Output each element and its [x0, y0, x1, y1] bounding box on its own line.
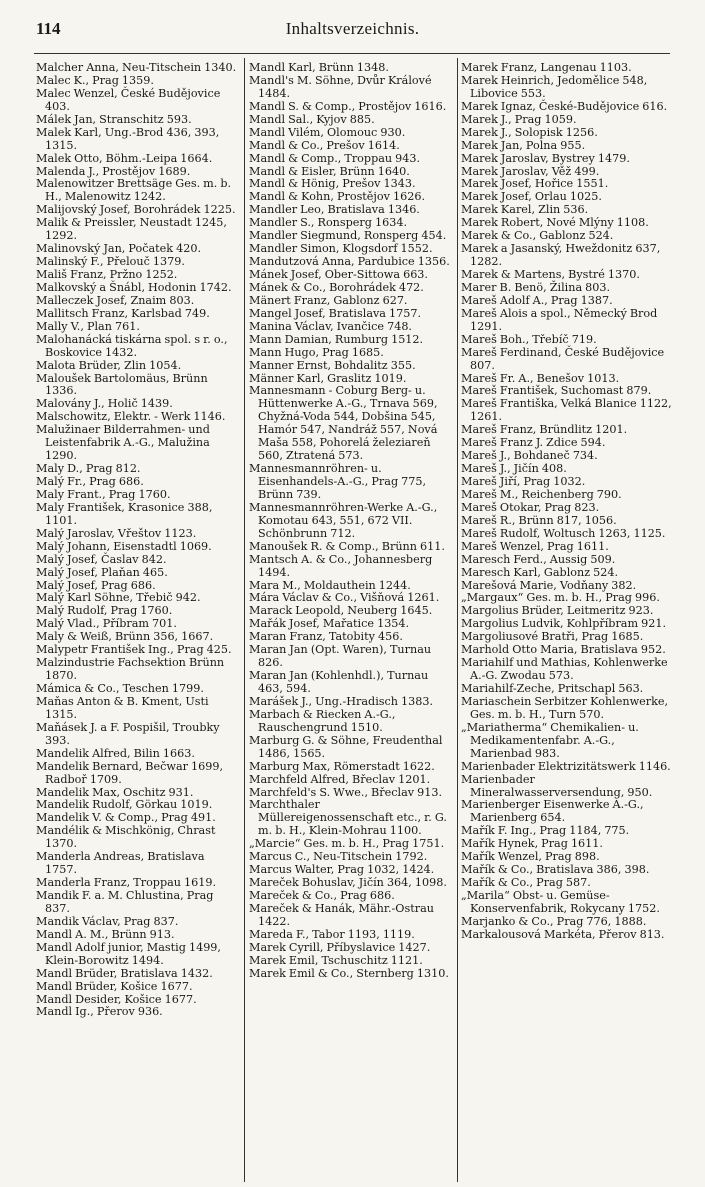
index-entry: Mareček Bohuslav, Jičín 364, 1098.: [249, 876, 447, 890]
index-entry: Mandl & Co., Prešov 1614.: [249, 138, 400, 152]
index-entry: Mandl & Eisler, Brünn 1640.: [249, 164, 410, 178]
index-entry: Mänert Franz, Gablonz 627.: [249, 293, 408, 307]
index-entry: Marack Leopold, Neuberg 1645.: [249, 604, 433, 618]
index-entry: Malohanácká tiskárna spol. s r. o., Boskovice 1432.: [36, 332, 228, 359]
index-entry: Malypetr František Ing., Prag 425.: [36, 643, 232, 657]
index-entry: Marášek J., Ung.-Hradisch 1383.: [249, 694, 434, 708]
index-entry: Mandelik Rudolf, Görkau 1019.: [36, 798, 213, 812]
index-entry: Malovány J., Holič 1439.: [36, 397, 173, 411]
index-entry: „Mariatherma“ Chemikalien- u. Medikamentenfabr. A.-G., Marienbad 983.: [461, 720, 639, 760]
index-entry: Mareš Otokar, Prag 823.: [461, 500, 600, 514]
index-column-3: [461, 62, 673, 1180]
index-entry: Malleczek Josef, Znaim 803.: [36, 293, 195, 307]
index-entry: Mařík Wenzel, Prag 898.: [461, 850, 600, 864]
index-entry: Mareda F., Tabor 1193, 1119.: [249, 927, 415, 941]
index-entry: Maly D., Prag 812.: [36, 462, 141, 476]
index-entry: Manderla Franz, Troppau 1619.: [36, 876, 217, 890]
index-entry: Malenda J., Prostějov 1689.: [36, 164, 191, 178]
index-entry: Maly & Weiß, Brünn 356, 1667.: [36, 630, 214, 644]
page-header: [0, 0, 705, 52]
index-entry: Mandl Sal., Kyjov 885.: [249, 112, 375, 126]
index-entry: Marhold Otto Maria, Bratislava 952.: [461, 643, 666, 657]
index-entry: Mannesmann - Coburg Berg- u. Hüttenwerke A.-G., Trnava 569, Chyžná-Voda 544, Dobšina 545, Hamór 547, Nandráž 557, Nová Maša 558, Pohorelá železiareň 560, Ztratená 573.: [249, 384, 438, 463]
index-entry: Marek a Jasanský, Hweždonitz 637, 1282.: [461, 242, 661, 269]
index-entry: Malý Vlad., Příbram 701.: [36, 617, 177, 631]
index-entry: Marek Robert, Nové Mlýny 1108.: [461, 216, 649, 230]
index-entry: „Margaux“ Ges. m. b. H., Prag 996.: [461, 591, 660, 605]
page-number: 114: [36, 19, 61, 38]
index-entry: Mannesmannröhren- u. Eisenhandels-A.-G., Prag 775, Brünn 739.: [249, 462, 427, 501]
index-entry: Marienbader Mineralwasserversendung, 950.: [461, 772, 653, 799]
index-entry: Manoušek R. & Comp., Brünn 611.: [249, 539, 445, 553]
index-entry: Marek J., Prag 1059.: [461, 112, 577, 126]
index-entry: Mandler Siegmund, Ronsperg 454.: [249, 229, 447, 243]
index-entry: Mandl S. & Comp., Prostějov 1616.: [249, 99, 447, 113]
index-entry: Malec Wenzel, České Budějovice 403.: [36, 86, 221, 113]
index-entry: Marchthaler Müllereigenossenschaft etc., r. G. m. b. H., Klein-Mohrau 1100.: [249, 798, 447, 838]
index-entry: Mandélik & Mischkönig, Chrast 1370.: [36, 824, 216, 851]
index-entry: Mandl Ig., Přerov 936.: [36, 1005, 163, 1019]
index-entry: Marcus Walter, Prag 1032, 1424.: [249, 863, 435, 877]
index-entry: Mandelik Alfred, Bilin 1663.: [36, 746, 195, 760]
index-entry: Mareš Boh., Třebíč 719.: [461, 332, 597, 346]
index-entry: Maresch Ferd., Aussig 509.: [461, 552, 616, 566]
index-entry: Marek & Co., Gablonz 524.: [461, 229, 614, 243]
index-entry: Maly Frant., Prag 1760.: [36, 487, 171, 501]
index-entry: Mařík F. Ing., Prag 1184, 775.: [461, 824, 630, 838]
index-entry: Marek Jan, Polna 955.: [461, 138, 586, 152]
index-entry: Mareš R., Brünn 817, 1056.: [461, 513, 617, 527]
index-entry: Marek Jaroslav, Bystrey 1479.: [461, 151, 630, 165]
index-entry: Marer B. Benö, Žilina 803.: [461, 280, 611, 294]
index-entry: Mann Damian, Rumburg 1512.: [249, 332, 424, 346]
index-entry: Mandelik Max, Oschitz 931.: [36, 785, 194, 799]
index-entry: Mareš M., Reichenberg 790.: [461, 487, 622, 501]
index-entry: Manner Ernst, Bohdalitz 355.: [249, 358, 416, 372]
index-entry: Malý Josef, Plaňan 465.: [36, 565, 168, 579]
index-entry: Mareš Františka, Velká Blanice 1122, 1261.: [461, 397, 672, 424]
index-entry: Mandik F. a. M. Chlustina, Prag 837.: [36, 889, 214, 915]
index-entry: Malý Jaroslav, Vřeštov 1123.: [36, 526, 197, 540]
index-entry: Mally V., Plan 761.: [36, 319, 140, 333]
index-entry: Maresch Karl, Gablonz 524.: [461, 565, 619, 579]
index-entry: Marek Ignaz, České-Budějovice 616.: [461, 99, 668, 113]
index-entry: Malinský F., Přelouč 1379.: [36, 255, 185, 269]
index-entry: Malý Josef, Prag 686.: [36, 578, 156, 592]
index-entry: Mandl Brüder, Bratislava 1432.: [36, 966, 213, 980]
index-entry: Margolius Brüder, Leitmeritz 923.: [461, 604, 654, 618]
index-entry: Mandl Brüder, Košice 1677.: [36, 979, 193, 993]
index-entry: Marek Heinrich, Jedomělice 548, Libovice 553.: [461, 73, 648, 100]
index-entry: Malý Johann, Eisenstadtl 1069.: [36, 539, 212, 553]
index-entry: Mandl A. M., Brünn 913.: [36, 927, 175, 941]
index-entry: Maran Franz, Tatobity 456.: [249, 630, 403, 644]
index-entry: Maloušek Bartolomäus, Brünn 1336.: [36, 371, 208, 398]
index-entry: Málek Jan, Stranschitz 593.: [36, 112, 192, 126]
index-entry: Mámica & Co., Teschen 1799.: [36, 682, 204, 695]
index-entry: Malik & Preissler, Neustadt 1245, 1292.: [36, 216, 227, 243]
index-entry: Mandl's M. Söhne, Dvůr Králové 1484.: [249, 73, 432, 100]
index-entry: Maňásek J. a F. Pospišil, Troubky 393.: [36, 720, 220, 747]
index-entry: Malijovský Josef, Borohrádek 1225.: [36, 203, 236, 217]
index-entry: Mařík Hynek, Prag 1611.: [461, 837, 603, 851]
index-entry: Mara M., Moldauthein 1244.: [249, 578, 411, 592]
index-entry: Mann Hugo, Prag 1685.: [249, 345, 384, 359]
page-title: Inhaltsverzeichnis.: [285, 19, 420, 38]
index-entry: Malek Karl, Ung.-Brod 436, 393, 1315.: [36, 125, 220, 152]
index-entry: Marburg G. & Söhne, Freudenthal 1486, 1565.: [249, 733, 443, 760]
index-entry: Männer Karl, Graslitz 1019.: [249, 371, 407, 385]
index-entry: Marek Josef, Orlau 1025.: [461, 190, 602, 204]
index-entry: Margoliusové Bratři, Prag 1685.: [461, 630, 644, 644]
index-entry: Mareš Franz, Bründlitz 1201.: [461, 423, 628, 437]
index-entry: Marek & Martens, Bystré 1370.: [461, 268, 640, 281]
index-entry: Marek Jaroslav, Věž 499.: [461, 164, 600, 178]
index-entry: Mareš J., Bohdaneč 734.: [461, 449, 598, 463]
index-entry: Malý Josef, Časlav 842.: [36, 552, 167, 566]
index-entry: Margolius Ludvik, Kohlpříbram 921.: [461, 617, 667, 631]
index-entry: Mannesmannröhren-Werke A.-G., Komotau 643, 551, 672 VII. Schönbrunn 712.: [249, 500, 438, 540]
index-entry: Mařík & Co., Prag 587.: [461, 876, 591, 890]
index-entry: Mariaschein Serbitzer Kohlenwerke, Ges. m. b. H., Turn 570.: [461, 694, 669, 721]
index-entry: Marešová Marie, Vodňany 382.: [461, 578, 637, 592]
index-entry: Mandl Adolf junior, Mastig 1499, Klein-Borowitz 1494.: [36, 940, 221, 967]
index-entry: Malschowitz, Elektr. - Werk 1146.: [36, 410, 226, 424]
index-entry: Maly František, Krasonice 388, 1101.: [36, 500, 213, 527]
index-entry: Marek Karel, Zlin 536.: [461, 203, 589, 217]
index-entry: Mandelik V. & Comp., Prag 491.: [36, 811, 216, 825]
index-entry: Mára Václav & Co., Višňová 1261.: [249, 591, 440, 605]
index-entry: Mandler S., Ronsperg 1634.: [249, 216, 408, 230]
index-entry: Markalousová Markéta, Přerov 813.: [461, 927, 665, 941]
index-entry: Mareš Alois a spol., Německý Brod 1291.: [461, 306, 658, 333]
index-entry: Mařák Josef, Mařatice 1354.: [249, 617, 410, 631]
index-entry: Marek J., Solopisk 1256.: [461, 125, 598, 139]
index-entry: Mantsch A. & Co., Johannesberg 1494.: [249, 552, 433, 579]
index-entry: Mareš Franz J. Zdice 594.: [461, 436, 606, 450]
index-entry: Mangel Josef, Bratislava 1757.: [249, 306, 422, 320]
index-entry: Marbach & Riecken A.-G., Rauschengrund 1510.: [249, 707, 396, 734]
index-entry: Malek Otto, Böhm.-Leipa 1664.: [36, 151, 213, 165]
column-divider-1: [244, 58, 245, 1182]
index-entry: „Marcie“ Ges. m. b. H., Prag 1751.: [249, 837, 445, 851]
index-entry: Mareš Rudolf, Woltusch 1263, 1125.: [461, 526, 666, 540]
index-entry: Marjanko & Co., Prag 776, 1888.: [461, 914, 647, 928]
index-entry: Mariahilf und Mathias, Kohlenwerke A.-G. Zwodau 573.: [461, 656, 668, 683]
index-entry: Malenowitzer Brettsäge Ges. m. b. H., Malenowitz 1242.: [36, 177, 232, 204]
index-entry: Maňas Anton & B. Kment, Usti 1315.: [36, 694, 209, 721]
index-entry: Maran Jan (Opt. Waren), Turnau 826.: [249, 643, 432, 670]
index-entry: Malec K., Prag 1359.: [36, 73, 154, 87]
index-entry: Marchfeld's S. Wwe., Břeclav 913.: [249, 785, 443, 799]
index-entry: Manina Václav, Ivančice 748.: [249, 319, 412, 333]
header-rule: [34, 53, 670, 54]
index-entry: Marienbader Elektrizitätswerk 1146.: [461, 759, 671, 773]
index-entry: Mánek & Co., Borohrádek 472.: [249, 280, 424, 294]
index-entry: Mareš J., Jičín 408.: [461, 462, 567, 476]
index-entry: Maran Jan (Kohlenhdl.), Turnau 463, 594.: [249, 669, 429, 695]
index-entry: „Marila“ Obst- u. Gemüse-Konservenfabrik, Rokycany 1752.: [461, 889, 660, 915]
index-entry: Marcus C., Neu-Titschein 1792.: [249, 850, 428, 864]
index-entry: Mareš Ferdinand, České Budějovice 807.: [461, 345, 665, 372]
index-entry: Mareček & Hanák, Mähr.-Ostrau 1422.: [249, 901, 434, 928]
index-entry: Mandelik Bernard, Bečwar 1699, Radboř 1709.: [36, 759, 224, 786]
index-entry: Mareš Jiří, Prag 1032.: [461, 475, 586, 488]
index-entry: Marek Emil, Tschuschitz 1121.: [249, 953, 423, 967]
index-column-1: [36, 62, 239, 1180]
index-entry: Mališ Franz, Pržno 1252.: [36, 268, 178, 281]
index-entry: Malcher Anna, Neu-Titschein 1340.: [36, 62, 237, 74]
index-entry: Mandler Simon, Klogsdorf 1552.: [249, 242, 433, 256]
index-entry: Malužinaer Bilderrahmen- und Leistenfabrik A.-G., Malužina 1290.: [36, 423, 210, 463]
index-entry: Mandl & Comp., Troppau 943.: [249, 151, 421, 165]
index-entry: Malkovský a Šnábl, Hodonin 1742.: [36, 280, 232, 294]
index-entry: Marek Josef, Hořice 1551.: [461, 177, 609, 191]
index-entry: Malota Brüder, Zlin 1054.: [36, 358, 182, 372]
index-entry: Marchfeld Alfred, Břeclav 1201.: [249, 772, 431, 786]
index-entry: Marek Emil & Co., Sternberg 1310.: [249, 966, 449, 980]
index-entry: Marburg Max, Römerstadt 1622.: [249, 759, 435, 773]
index-entry: Mandutzová Anna, Pardubice 1356.: [249, 255, 450, 269]
index-entry: Mareš Wenzel, Prag 1611.: [461, 539, 609, 553]
index-entry: Mareš František, Suchomast 879.: [461, 384, 652, 398]
index-entry: Mandler Leo, Bratislava 1346.: [249, 203, 420, 217]
index-entry: Malý Rudolf, Prag 1760.: [36, 604, 173, 618]
index-entry: Mareš Fr. A., Benešov 1013.: [461, 371, 620, 385]
index-entry: Marienberger Eisenwerke A.-G., Marienberg 654.: [461, 798, 644, 825]
index-entry: Mánek Josef, Ober-Sittowa 663.: [249, 268, 428, 281]
index-entry: Manderla Andreas, Bratislava 1757.: [36, 850, 205, 877]
index-entry: Malý Fr., Prag 686.: [36, 475, 144, 488]
index-entry: Mařík & Co., Bratislava 386, 398.: [461, 863, 650, 877]
index-entry: Malý Karl Söhne, Třebič 942.: [36, 591, 201, 605]
index-entry: Marek Franz, Langenau 1103.: [461, 62, 632, 74]
index-entry: Mandl & Kohn, Prostějov 1626.: [249, 190, 426, 204]
index-entry: Malinovský Jan, Počatek 420.: [36, 242, 202, 256]
index-entry: Mareček & Co., Prag 686.: [249, 889, 395, 902]
index-entry: Marek Cyrill, Příbyslavice 1427.: [249, 940, 431, 954]
index-entry: Mandl & Hönig, Prešov 1343.: [249, 177, 416, 191]
index-entry: Mandl Desider, Košice 1677.: [36, 992, 197, 1006]
index-entry: Mareš Adolf A., Prag 1387.: [461, 293, 613, 307]
index-entry: Mariahilf-Zeche, Pritschapl 563.: [461, 682, 644, 695]
column-divider-2: [457, 58, 458, 1182]
index-entry: Mandik Václav, Prag 837.: [36, 914, 179, 928]
index-entry: Mandl Vilém, Olomouc 930.: [249, 125, 406, 139]
index-column-2: [249, 62, 453, 1180]
index-entry: Mallitsch Franz, Karlsbad 749.: [36, 306, 210, 320]
index-entry: Malzindustrie Fachsektion Brünn 1870.: [36, 656, 225, 683]
index-entry: Mandl Karl, Brünn 1348.: [249, 62, 389, 74]
